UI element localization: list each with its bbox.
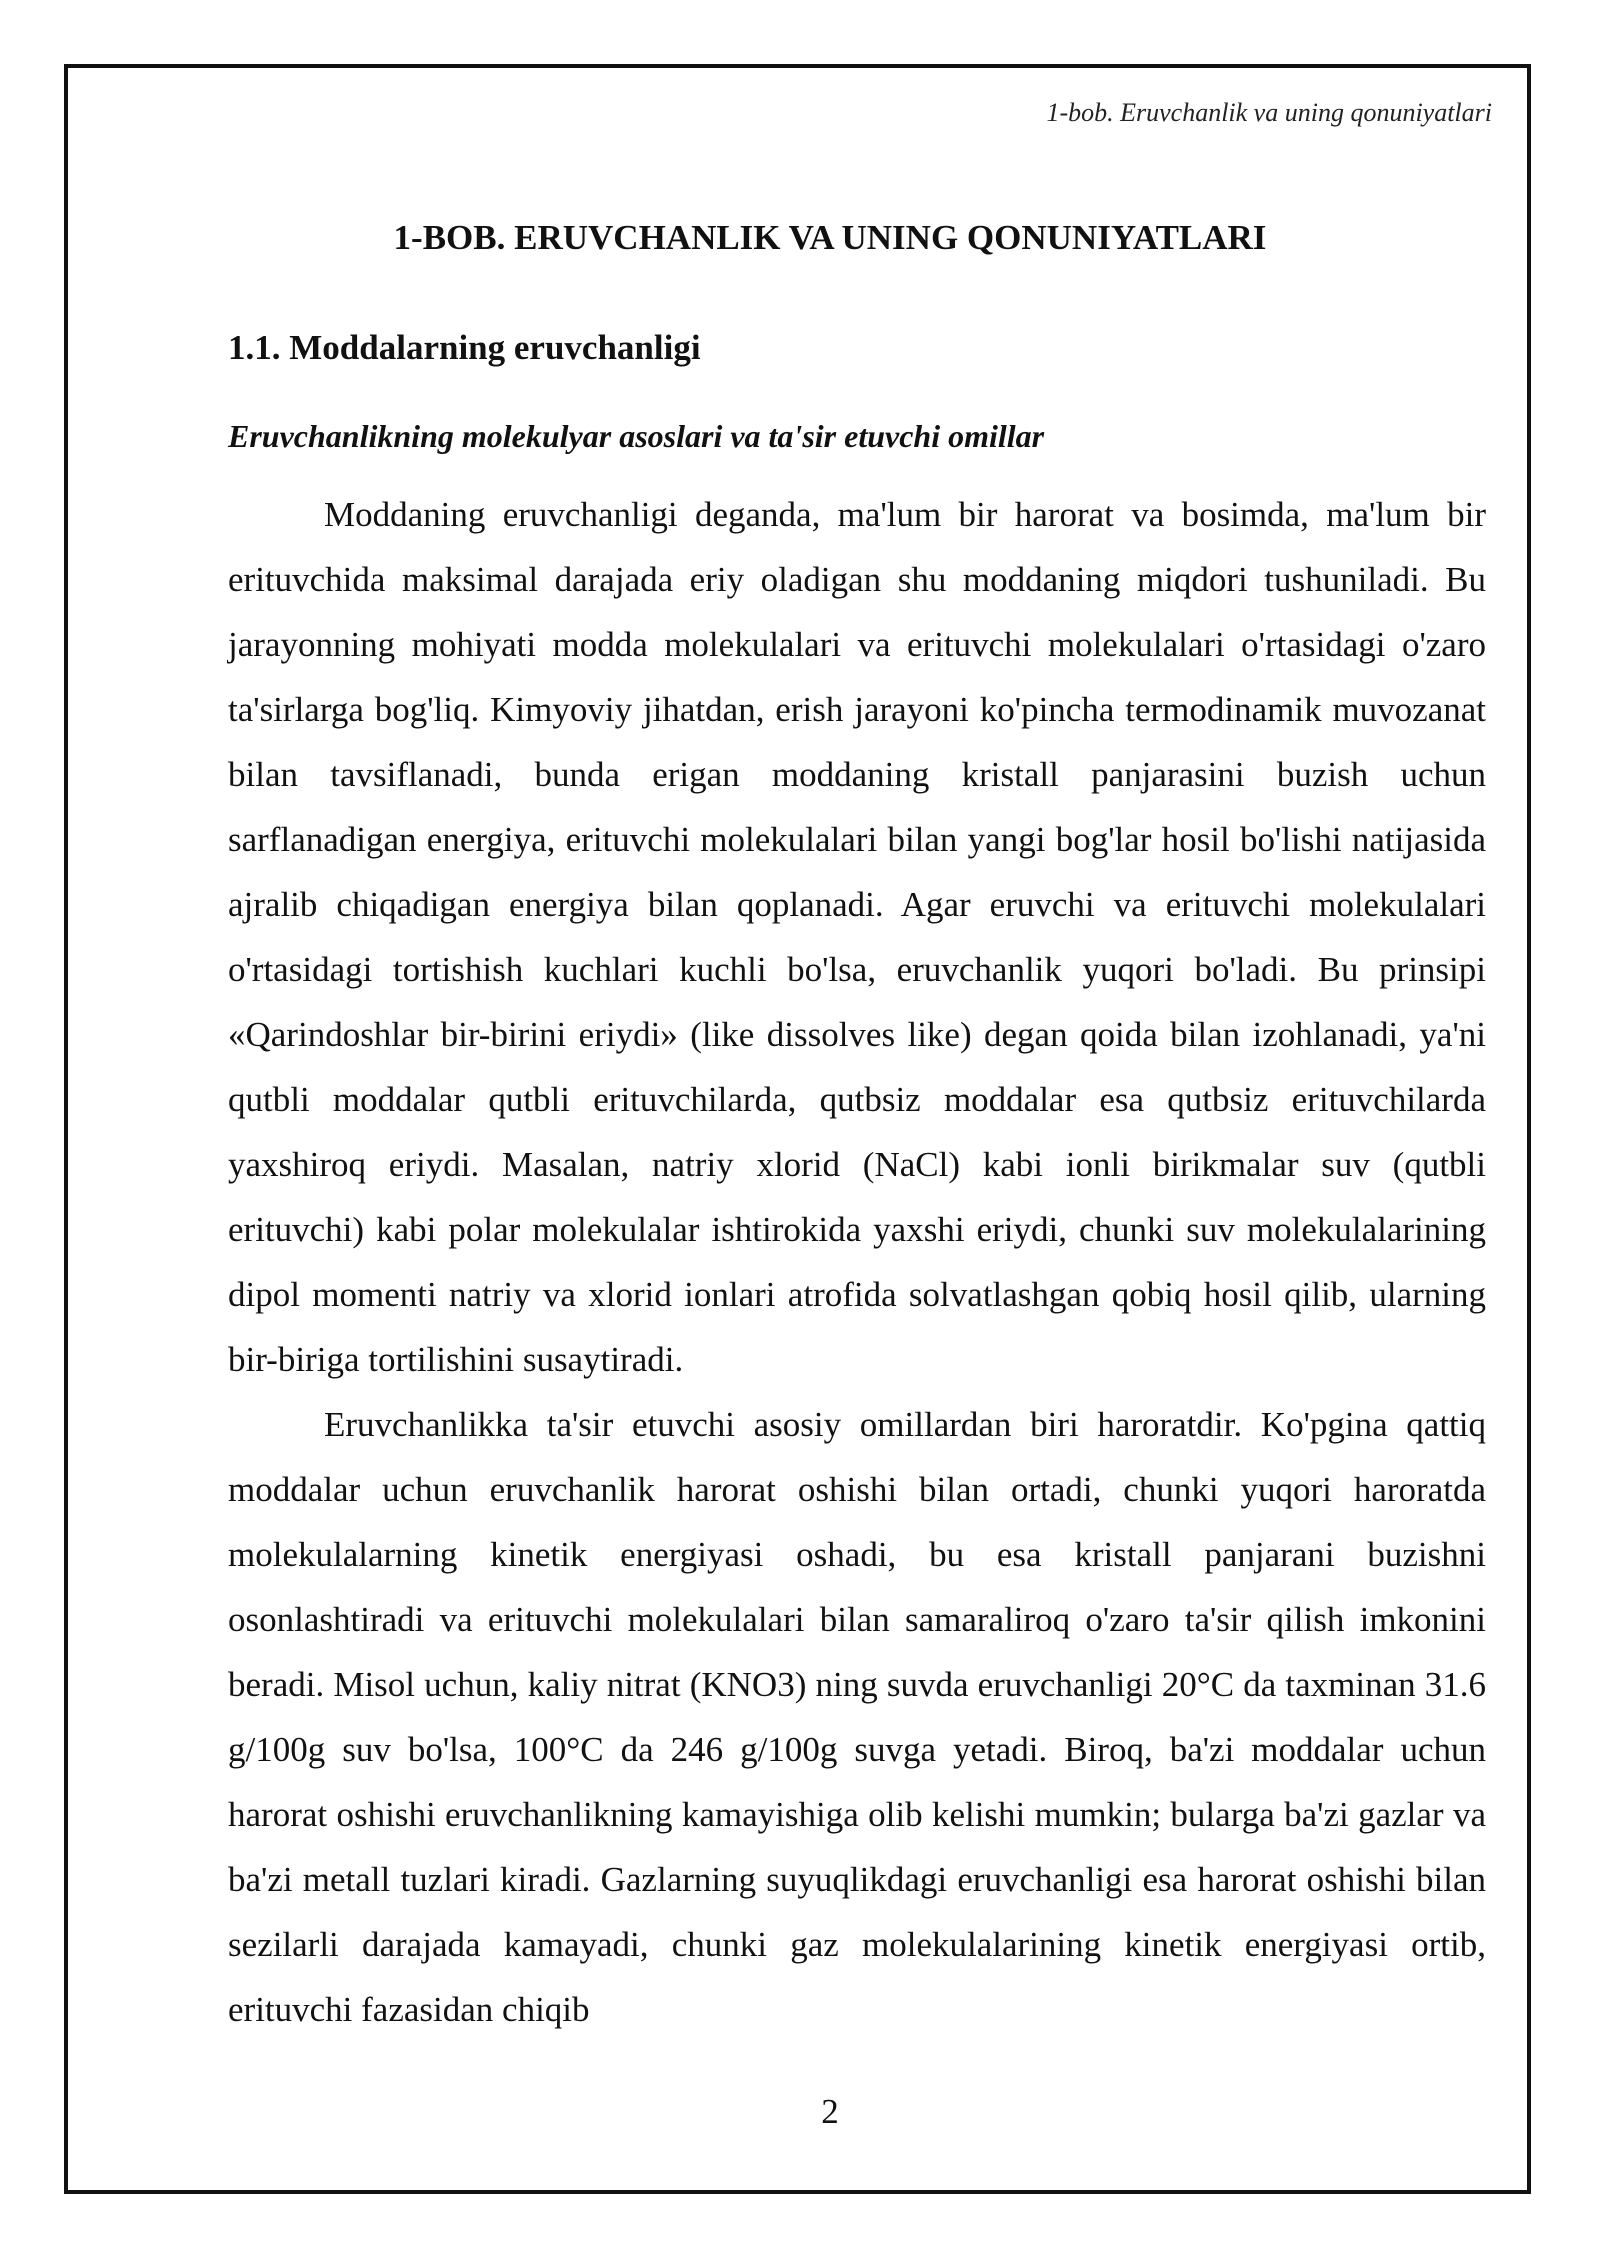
page-number: 2	[821, 2092, 839, 2131]
chapter-title: 1-BOB. ERUVCHANLIK VA UNING QONUNIYATLARI	[393, 218, 1267, 257]
subsection-title: Eruvchanlikning molekulyar asoslari va ta'sir etuvchi omillar	[228, 418, 1045, 454]
running-header: 1-bob. Eruvchanlik va uning qonuniyatlari	[1046, 98, 1492, 127]
paragraph: Moddaning eruvchanligi deganda, ma'lum bir harorat va bosimda, ma'lum bir erituvchida maksimal darajada eriy oladigan shu moddaning miqdori tushuniladi. Bu jarayonning mohiyati modda molekulalari va erituvchi molekulalari o'rtasidagi o'zaro ta'sirlarga bog'liq. Kimyoviy jihatdan, erish jarayoni ko'pincha termodinamik muvozanat bilan tavsiflanadi, bunda erigan moddaning kristall panjarasini buzish uchun sarflanadigan energiya, erituvchi molekulalari bilan yangi bog'lar hosil bo'lishi natijasida ajralib chiqadigan energiya bilan qoplanadi. Agar eruvchi va erituvchi molekulalari o'rtasidagi tortishish kuchlari kuchli bo'lsa, eruvchanlik yuqori bo'ladi. Bu prinsipi «Qarindoshlar bir-birini eriydi» (like dissolves like) degan qoida bilan izohlanadi, ya'ni qutbli moddalar qutbli erituvchilarda, qutbsiz moddalar esa qutbsiz erituvchilarda yaxshiroq eriydi. Masalan, natriy xlorid (NaCl) kabi ionli birikmalar suv (qutbli erituvchi) kabi polar molekulalar ishtirokida yaxshi eriydi, chunki suv molekulalarining dipol momenti natriy va xlorid ionlari atrofida solvatlashgan qobiq hosil qilib, ularning bir-biriga tortilishini susaytiradi.	[228, 495, 1486, 1379]
paragraph: Eruvchanlikka ta'sir etuvchi asosiy omillardan biri haroratdir. Ko'pgina qattiq moddalar uchun eruvchanlik harorat oshishi bilan ortadi, chunki yuqori haroratda molekulalarning kinetik energiyasi oshadi, bu esa kristall panjarani buzishni osonlashtiradi va erituvchi molekulalari bilan samaraliroq o'zaro ta'sir qilish imkonini beradi. Misol uchun, kaliy nitrat (KNO3) ning suvda eruvchanligi 20°C da taxminan 31.6 g/100g suv bo'lsa, 100°C da 246 g/100g suvga yetadi. Biroq, ba'zi moddalar uchun harorat oshishi eruvchanlikning kamayishiga olib kelishi mumkin; bularga ba'zi gazlar va ba'zi metall tuzlari kiradi. Gazlarning suyuqlikdagi eruvchanligi esa harorat oshishi bilan sezilarli darajada kamayadi, chunki gaz molekulalarining kinetik energiyasi ortib, erituvchi fazasidan chiqib	[228, 1405, 1486, 2029]
section-title: 1.1. Moddalarning eruvchanligi	[228, 328, 701, 367]
body-text	[228, 482, 1486, 2042]
